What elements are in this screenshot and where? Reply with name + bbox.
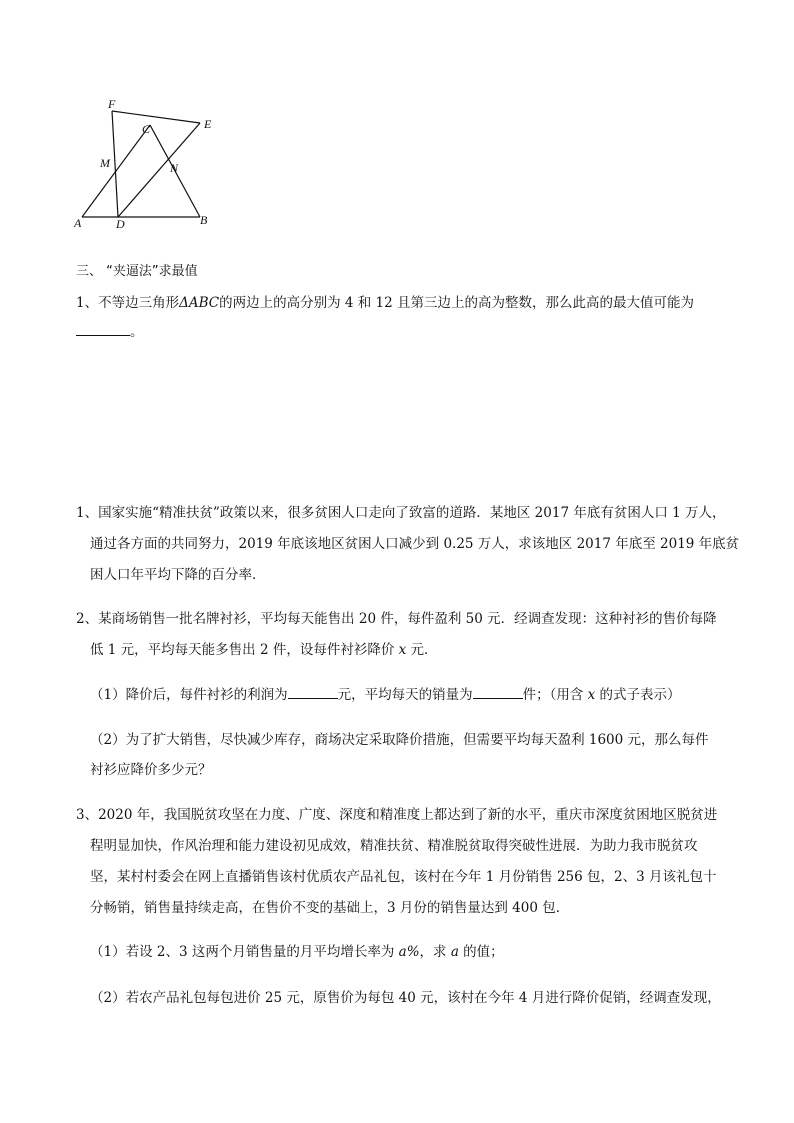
problem-2-part-1: （1）降价后，每件衬衫的利润为 元，平均每天的销量为 件；（用含 x 的式子表示） xyxy=(90,684,681,705)
answer-blank xyxy=(76,321,130,336)
label-d: D xyxy=(116,217,125,231)
problem-3-part-1: （1）若设 2、3 这两个月销售量的月平均增长率为 a%，求 a 的值； xyxy=(90,944,504,960)
problem-2-part-2-line-1: （2）为了扩大销售，尽快减少库存，商场决定采取降价措施，但需要平均每天盈利 1600 元，那么每件 xyxy=(90,732,709,748)
label-n: N xyxy=(170,161,179,175)
problem-3-part-2: （2）若农产品礼包每包进价 25 元，原售价为每包 40 元，该村在今年 4 月进行降价促销，经调查发现， xyxy=(90,990,721,1006)
segment-fd xyxy=(112,111,118,217)
problem-2-line-2: 低 1 元，平均每天能多售出 2 件，设每件衬衫降价 x 元． xyxy=(90,642,438,658)
problem-3-line-4: 分畅销，销售量持续走高，在售价不变的基础上，3 月份的销售量达到 400 包． xyxy=(90,900,570,916)
problem-1-line-2: 通过各方面的共同努力，2019 年底该地区贫困人口减少到 0.25 万人，求该地区 2017 年底至 2019 年底贫 xyxy=(90,536,740,552)
problem-3-line-2: 程明显加快，作风治理和能力建设初见成效，精准扶贫、精准脱贫取得突破性进展．为助力我市脱贫攻 xyxy=(90,838,698,854)
label-m: M xyxy=(100,156,110,170)
section3-question-1-line-2: 。 xyxy=(76,321,144,342)
segment-ac xyxy=(82,125,150,217)
answer-blank-sales xyxy=(473,684,523,699)
problem-1-line-3: 困人口年平均下降的百分率． xyxy=(90,567,266,583)
label-e: E xyxy=(204,117,212,131)
answer-blank-profit xyxy=(288,684,338,699)
problem-3-line-3: 坚，某村村委会在网上直播销售该村优质农产品礼包，该村在今年 1 月份销售 256 包，2、3 月该礼包十 xyxy=(90,869,717,885)
triangle-abc: ΔABC xyxy=(179,295,220,311)
geometry-figure xyxy=(60,95,260,240)
section-heading: 三、 “夹逼法”求最值 xyxy=(76,264,198,279)
segment-fe xyxy=(112,111,200,123)
section3-question-1-line-1: 1、不等边三角形ΔABC的两边上的高分别为 4 和 12 且第三边上的高为整数，那么此高的最大值可能为 xyxy=(76,295,695,311)
problem-2-line-1: 2、某商场销售一批名牌衬衫，平均每天能售出 20 件，每件盈利 50 元．经调查发现：这种衬衫的售价每降 xyxy=(76,611,717,627)
problem-3-line-1: 3、2020 年，我国脱贫攻坚在力度、广度、深度和精准度上都达到了新的水平，重庆市深度贫困地区脱贫进 xyxy=(76,807,718,823)
label-c: C xyxy=(142,122,151,136)
label-f: F xyxy=(108,97,116,111)
segment-de xyxy=(118,123,200,217)
problem-2-part-2-line-2: 衬衫应降价多少元？ xyxy=(90,762,212,778)
label-b: B xyxy=(200,213,208,227)
label-a: A xyxy=(74,216,82,230)
problem-1-line-1: 1、国家实施“精准扶贫”政策以来，很多贫困人口走向了致富的道路．某地区 2017 年底有贫困人口 1 万人， xyxy=(76,505,726,521)
